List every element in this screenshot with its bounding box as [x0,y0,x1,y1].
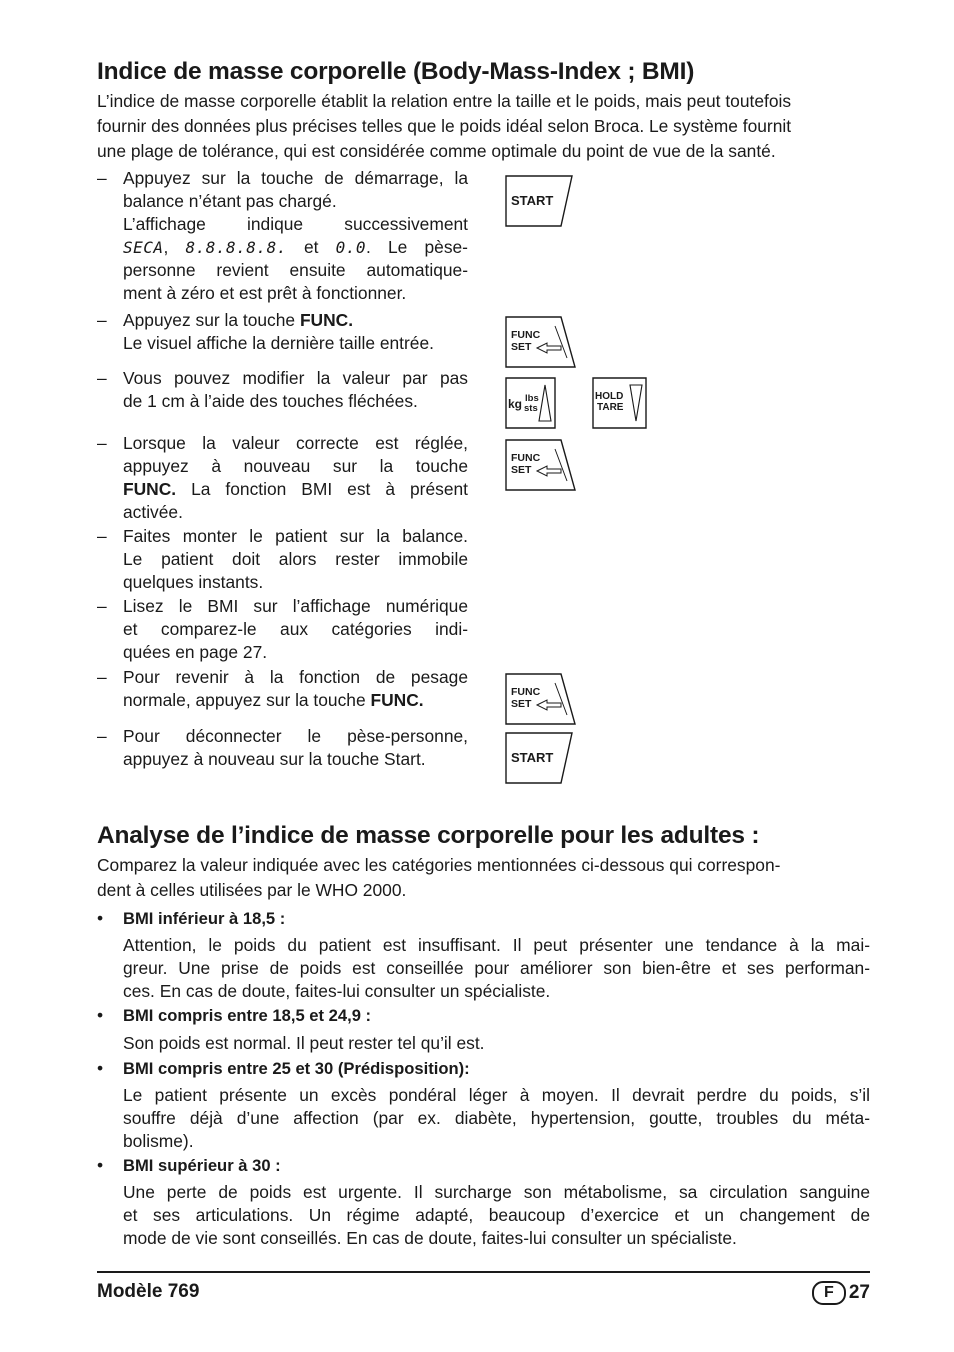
step-line: Pour déconnecter le pèse-personne, [123,726,468,746]
step-dash: – [97,368,107,388]
step-line [123,478,468,501]
category-body [123,1084,870,1153]
kg-label: kg [508,397,523,411]
step-dash: – [97,596,107,616]
set-key-label: SET [511,464,532,476]
category-line: ces. En cas de doute, faites-lui consulter un spécialiste. [123,981,551,1001]
set-key-label: SET [511,341,532,353]
step-line: appuyez à nouveau sur la touche Start. [123,749,426,769]
category-line: mode de vie sont conseillés. En cas de doute, faites-lui consulter un spécialiste. [123,1228,737,1248]
step-line [123,689,468,712]
start-key-label: START [511,750,554,765]
intro-line: fournir des données plus précises telles que le poids idéal selon Broca. Le système fournit [97,116,792,136]
func-set-key [505,316,577,368]
step-line: de 1 cm à l’aide des touches fléchées. [123,391,418,411]
step-dash: – [97,168,107,188]
func-key-label: FUNC [511,329,541,341]
step-line: Vous pouvez modifier la valeur par pas [123,368,468,388]
func-set-key [505,673,577,725]
step-line: activée. [123,502,183,522]
bullet: • [97,1058,104,1078]
category-line: Son poids est normal. Il peut rester tel qu’il est. [123,1033,485,1053]
category-line: bolisme). [123,1131,194,1151]
bullet: • [97,1155,104,1175]
bullet: • [97,908,104,928]
category-heading: BMI compris entre 18,5 et 24,9 : [123,1006,372,1025]
step-text: Appuyez sur la touche [123,310,296,330]
step-line: Pour revenir à la fonction de pesage [123,667,468,687]
footer-page [812,1281,870,1305]
step-dash: – [97,726,107,746]
step-line: balance n’étant pas chargé. [123,191,337,211]
page-number: 27 [848,1282,870,1303]
step-line: appuyez à nouveau sur la touche [123,456,468,476]
category-line: Une perte de poids est urgente. Il surcharge son métabolisme, sa circulation sanguine [123,1182,870,1202]
step-text: normale, appuyez sur la touche [123,690,366,710]
step-line: L’affichage indique successivement [123,214,468,234]
bullet: • [97,1005,104,1025]
step-line-tail: . Le pèse- [366,237,468,257]
section-title-bmi-analysis: Analyse de l’indice de masse corporelle pour les adultes : [97,822,760,849]
category-line: et ses articulations. Un régime adapté, beaucoup d’exercice et un changement de [123,1205,870,1225]
step-line: Lisez le BMI sur l’affichage numérique [123,596,468,616]
intro-line: dent à celles utilisées par le WHO 2000. [97,880,407,900]
func-keyword: FUNC. [299,310,354,330]
category-line: Attention, le poids du patient est insuffisant. Il peut présenter une tendance à la mai- [123,935,870,955]
step-line: ment à zéro et est prêt à fonctionner. [123,283,407,303]
display-seca: SECA [123,238,164,257]
step-dash: – [97,526,107,546]
category-line: souffre déjà d’une affection (par ex. diabète, hypertension, goutte, troubles du méta- [123,1108,870,1128]
category-line: Le patient présente un excès pondéral léger à moyen. Il devrait perdre du poids, s’il [123,1085,870,1105]
bmi-intro-paragraph [97,89,870,164]
step-line [123,309,468,332]
step-line: Le visuel affiche la dernière taille entrée. [123,333,434,353]
manual-page [97,0,870,1352]
step-dash: – [97,433,107,453]
display-test-pattern: 8.8.8.8.8. [185,238,287,257]
func-set-key [505,439,577,491]
step-text: La fonction BMI est à présent [176,479,468,499]
category-line: greur. Une prise de poids est conseillée pour améliorer son bien-être et ses performan- [123,958,870,978]
analysis-intro-paragraph [97,853,870,903]
step-line: quées en page 27. [123,642,268,662]
start-key [505,175,573,227]
category-heading: BMI inférieur à 18,5 : [123,909,286,928]
step-dash: – [97,667,107,687]
func-key-label: FUNC [511,452,541,464]
category-body [123,1181,870,1250]
footer-rule [97,1271,870,1273]
step-line: Faites monter le patient sur la balance. [123,526,468,546]
category-heading: BMI supérieur à 30 : [123,1156,281,1175]
tare-label: TARE [597,402,624,413]
unit-arrow-key [505,377,557,429]
step-line: Appuyez sur la touche de démarrage, la [123,168,468,188]
step-line: et comparez-le aux catégories indi- [123,619,468,639]
step-line: Le patient doit alors rester immobile [123,549,468,569]
word-et: et [303,237,319,257]
start-key-label: START [511,193,554,208]
intro-line: L’indice de masse corporelle établit la relation entre la taille et le poids, mais peut toutefois [97,91,792,111]
intro-line: une plage de tolérance, qui est considérée comme optimale du point de vue de la santé. [97,141,776,161]
display-sequence-line: SECA, 8.8.8.8.8. et 0.0. Le pèse- [123,237,468,257]
func-key-label: FUNC [511,686,541,698]
step-dash: – [97,310,107,330]
category-body [123,934,870,1003]
display-zero: 0.0 [335,238,367,257]
footer-model: Modèle 769 [97,1281,200,1302]
section-title-bmi: Indice de masse corporelle (Body-Mass-Index ; BMI) [97,58,695,85]
func-keyword: FUNC. [370,690,424,710]
lbs-label: lbs [525,393,539,404]
sts-label: sts [524,403,538,414]
step-line: Lorsque la valeur correcte est réglée, [123,433,468,453]
hold-label: HOLD [595,391,624,402]
category-body [123,1032,870,1055]
step-line: personne revient ensuite automatique- [123,260,468,280]
set-key-label: SET [511,698,532,710]
start-key [505,732,573,784]
hold-tare-key [592,377,648,429]
func-keyword: FUNC. [123,479,177,499]
language-badge: F [812,1281,846,1305]
category-heading: BMI compris entre 25 et 30 (Prédisposition): [123,1059,470,1078]
step-line: quelques instants. [123,572,264,592]
intro-line: Comparez la valeur indiquée avec les catégories mentionnées ci-dessous qui correspon- [97,855,781,875]
